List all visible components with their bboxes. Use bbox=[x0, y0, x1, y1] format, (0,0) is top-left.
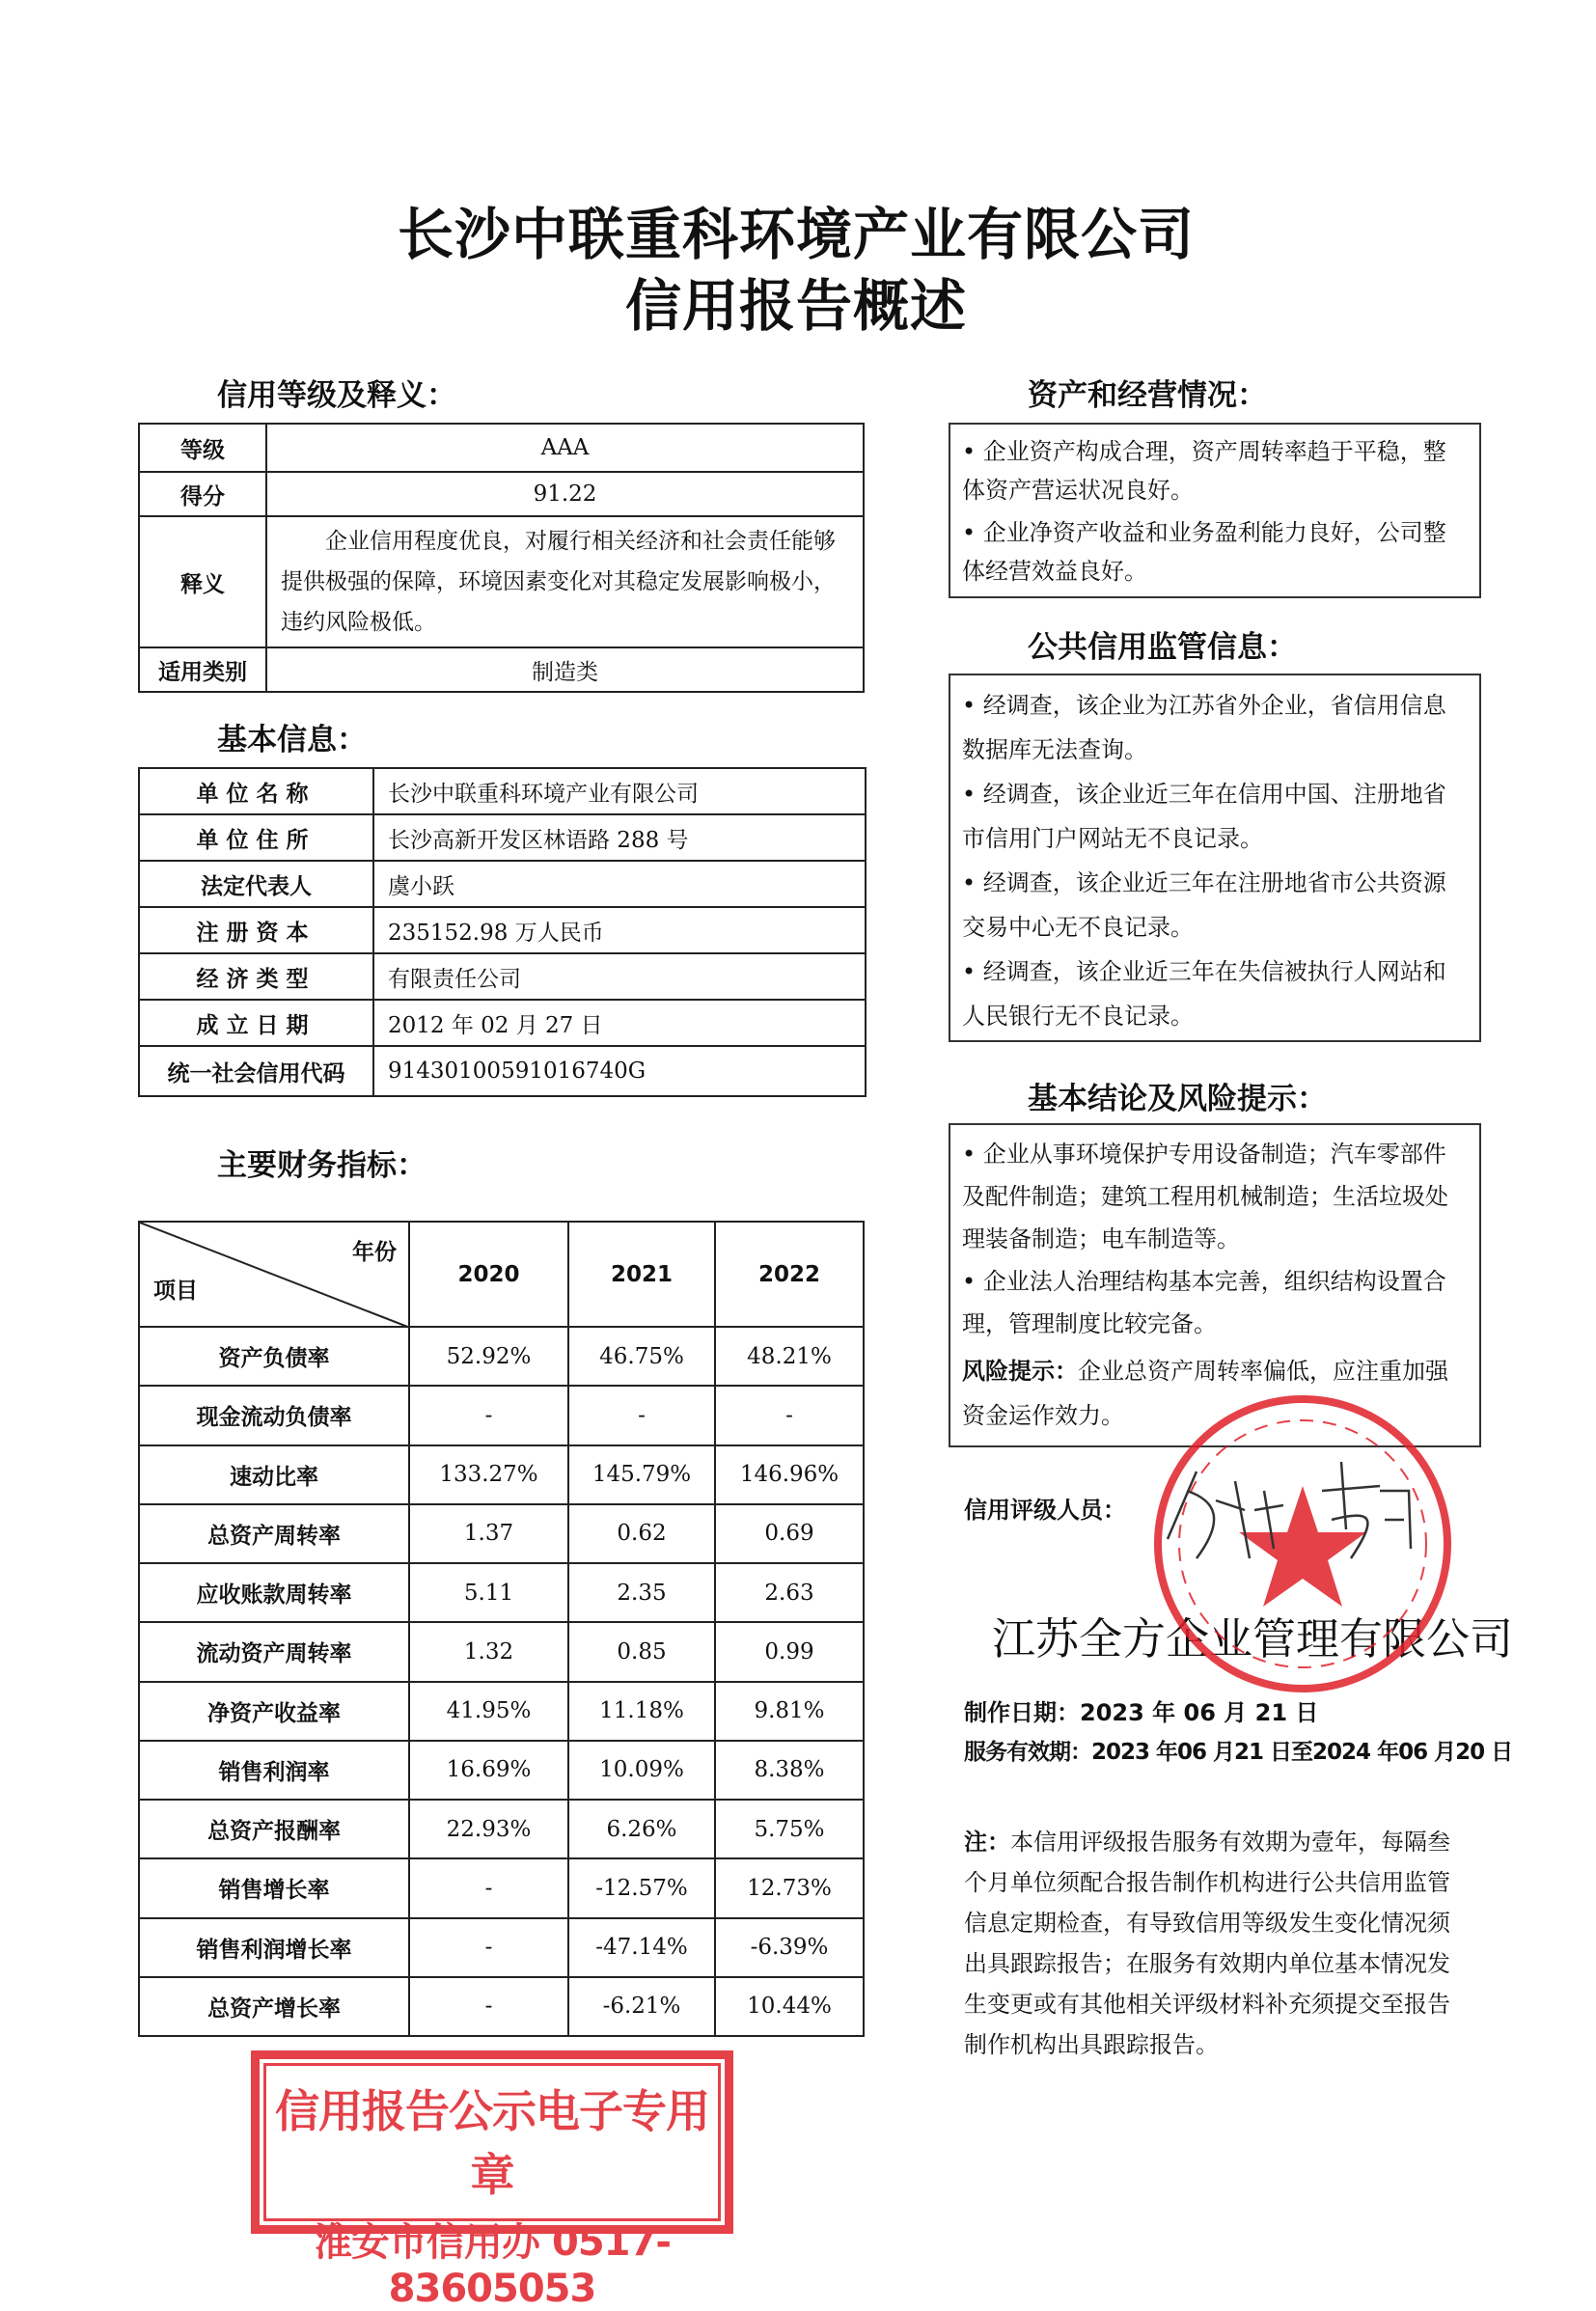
public-item: • 经调查，该企业近三年在失信被执行人网站和人民银行无不良记录。 bbox=[962, 958, 1446, 1030]
report-title-line2: 信用报告概述 bbox=[624, 273, 967, 339]
basic-value: 235152.98 万人民币 bbox=[373, 907, 866, 953]
finance-value: 52.92% bbox=[409, 1327, 568, 1386]
finance-item: 总资产周转率 bbox=[139, 1504, 409, 1563]
year-header: 2021 bbox=[568, 1222, 715, 1327]
finance-row bbox=[139, 1918, 864, 1977]
finance-item: 资产负债率 bbox=[139, 1327, 409, 1386]
finance-item: 应收账款周转率 bbox=[139, 1563, 409, 1622]
basic-info-table bbox=[138, 767, 867, 1097]
score-value: 91.22 bbox=[266, 472, 864, 516]
seal-line1: 信用报告公示电子专用章 bbox=[275, 2085, 709, 2201]
finance-value: 1.32 bbox=[409, 1622, 568, 1681]
finance-item: 销售增长率 bbox=[139, 1858, 409, 1917]
rating-value: AAA bbox=[266, 424, 864, 472]
note-label: 注： bbox=[964, 1829, 1010, 1856]
basic-label: 统一社会信用代码 bbox=[139, 1046, 373, 1096]
made-date: 制作日期：2023 年 06 月 21 日 bbox=[964, 1699, 1319, 1726]
basic-value: 2012 年 02 月 27 日 bbox=[373, 1000, 866, 1046]
valid-period: 服务有效期：2023 年06 月21 日至2024 年06 月20 日 bbox=[964, 1740, 1513, 1765]
finance-value: 12.73% bbox=[715, 1858, 864, 1917]
basic-value: 91430100591016740G bbox=[373, 1046, 866, 1096]
rating-heading: 信用等级及释义： bbox=[217, 378, 456, 413]
finance-value: 11.18% bbox=[568, 1682, 715, 1741]
report-title-line1: 长沙中联重科环境产业有限公司 bbox=[397, 202, 1195, 267]
finance-item: 净资产收益率 bbox=[139, 1682, 409, 1741]
finance-value: 2.63 bbox=[715, 1563, 864, 1622]
risk-text: 企业总资产周转率偏低，应注重加强资金运作效力。 bbox=[962, 1358, 1448, 1429]
finance-value: 146.96% bbox=[715, 1445, 864, 1504]
public-item: • 经调查，该企业近三年在注册地省市公共资源交易中心无不良记录。 bbox=[962, 869, 1446, 941]
year-header: 2022 bbox=[715, 1222, 864, 1327]
finance-value: - bbox=[409, 1858, 568, 1917]
basic-label: 单位住所 bbox=[139, 814, 373, 861]
finance-value: 41.95% bbox=[409, 1682, 568, 1741]
basic-value: 有限责任公司 bbox=[373, 953, 866, 1000]
finance-item: 销售利润增长率 bbox=[139, 1918, 409, 1977]
finance-row bbox=[139, 1622, 864, 1681]
finance-value: - bbox=[409, 1386, 568, 1444]
basic-value: 长沙中联重科环境产业有限公司 bbox=[373, 768, 866, 814]
category-label: 适用类别 bbox=[139, 647, 266, 692]
year-corner-label: 年份 bbox=[352, 1240, 397, 1265]
finance-value: 8.38% bbox=[715, 1741, 864, 1800]
finance-item: 销售利润率 bbox=[139, 1741, 409, 1800]
finance-value: 133.27% bbox=[409, 1445, 568, 1504]
finance-item: 现金流动负债率 bbox=[139, 1386, 409, 1444]
assets-box bbox=[949, 423, 1481, 598]
rating-table bbox=[138, 423, 865, 693]
basic-heading: 基本信息： bbox=[217, 723, 367, 757]
finance-value: 0.99 bbox=[715, 1622, 864, 1681]
basic-value: 长沙高新开发区林语路 288 号 bbox=[373, 814, 866, 861]
finance-item: 速动比率 bbox=[139, 1445, 409, 1504]
finance-value: -6.21% bbox=[568, 1977, 715, 2036]
finance-value: -47.14% bbox=[568, 1918, 715, 1977]
finance-row bbox=[139, 1977, 864, 2036]
assets-heading: 资产和经营情况： bbox=[1028, 378, 1267, 413]
issuer-company: 江苏全方企业管理有限公司 bbox=[992, 1613, 1514, 1664]
note-text: 本信用评级报告服务有效期为壹年，每隔叁个月单位须配合报告制作机构进行公共信用监管信息定期检查，有导致信用等级发生变化情况须出具跟踪报告；在服务有效期内单位基本情况发生变更或有其他相关评级材料补充须提交至报告制作机构出具跟踪报告。 bbox=[964, 1829, 1450, 2058]
finance-value: 0.85 bbox=[568, 1622, 715, 1681]
finance-value: 145.79% bbox=[568, 1445, 715, 1504]
finance-row bbox=[139, 1386, 864, 1444]
public-credit-box bbox=[949, 674, 1481, 1042]
finance-value: 2.35 bbox=[568, 1563, 715, 1622]
finance-item: 总资产报酬率 bbox=[139, 1800, 409, 1858]
finance-row bbox=[139, 1327, 864, 1386]
seal-line2: 淮安市信用办 0517-83605053 bbox=[314, 2220, 671, 2311]
meaning-label: 释义 bbox=[139, 516, 266, 647]
finance-heading: 主要财务指标： bbox=[217, 1148, 427, 1183]
basic-label: 注册资本 bbox=[139, 907, 373, 953]
finance-row bbox=[139, 1445, 864, 1504]
note bbox=[964, 1822, 1466, 2065]
corner-header bbox=[139, 1222, 409, 1327]
finance-value: 10.44% bbox=[715, 1977, 864, 2036]
meaning-value: 企业信用程度优良，对履行相关经济和社会责任能够提供极强的保障，环境因素变化对其稳定发展影响极小，违约风险极低。 bbox=[266, 516, 864, 647]
finance-value: 5.75% bbox=[715, 1800, 864, 1858]
finance-value: 1.37 bbox=[409, 1504, 568, 1563]
finance-table bbox=[138, 1221, 865, 2037]
finance-row bbox=[139, 1858, 864, 1917]
year-header: 2020 bbox=[409, 1222, 568, 1327]
finance-value: - bbox=[715, 1386, 864, 1444]
finance-value: 46.75% bbox=[568, 1327, 715, 1386]
finance-value: 48.21% bbox=[715, 1327, 864, 1386]
conclusion-item: • 企业法人治理结构基本完善，组织结构设置合理，管理制度比较完备。 bbox=[962, 1268, 1446, 1337]
category-value: 制造类 bbox=[266, 647, 864, 692]
conclusion-item: • 企业从事环境保护专用设备制造；汽车零部件及配件制造；建筑工程用机械制造；生活垃圾处理装备制造；电车制造等。 bbox=[962, 1141, 1448, 1252]
finance-value: 10.09% bbox=[568, 1741, 715, 1800]
finance-row bbox=[139, 1563, 864, 1622]
item-corner-label: 项目 bbox=[153, 1279, 198, 1304]
finance-value: - bbox=[568, 1386, 715, 1444]
signature bbox=[1158, 1452, 1438, 1578]
electronic-seal-stamp bbox=[251, 2050, 733, 2311]
basic-label: 法定代表人 bbox=[139, 861, 373, 907]
finance-value: 5.11 bbox=[409, 1563, 568, 1622]
public-item: • 经调查，该企业为江苏省外企业，省信用信息数据库无法查询。 bbox=[962, 692, 1446, 763]
finance-value: - bbox=[409, 1977, 568, 2036]
basic-label: 成立日期 bbox=[139, 1000, 373, 1046]
finance-item: 流动资产周转率 bbox=[139, 1622, 409, 1681]
finance-row bbox=[139, 1800, 864, 1858]
basic-label: 经济类型 bbox=[139, 953, 373, 1000]
rater-label: 信用评级人员： bbox=[964, 1497, 1126, 1524]
finance-item: 总资产增长率 bbox=[139, 1977, 409, 2036]
public-item: • 经调查，该企业近三年在信用中国、注册地省市信用门户网站无不良记录。 bbox=[962, 781, 1446, 852]
finance-value: 0.62 bbox=[568, 1504, 715, 1563]
finance-value: - bbox=[409, 1918, 568, 1977]
risk-label: 风险提示： bbox=[962, 1358, 1078, 1385]
finance-row bbox=[139, 1504, 864, 1563]
finance-value: 9.81% bbox=[715, 1682, 864, 1741]
conclusion-heading: 基本结论及风险提示： bbox=[1028, 1082, 1327, 1116]
finance-value: 6.26% bbox=[568, 1800, 715, 1858]
assets-item: • 企业资产构成合理，资产周转率趋于平稳，整体资产营运状况良好。 bbox=[962, 438, 1446, 504]
finance-value: -6.39% bbox=[715, 1918, 864, 1977]
basic-label: 单位名称 bbox=[139, 768, 373, 814]
finance-row bbox=[139, 1741, 864, 1800]
finance-row bbox=[139, 1682, 864, 1741]
basic-value: 虞小跃 bbox=[373, 861, 866, 907]
public-credit-heading: 公共信用监管信息： bbox=[1028, 630, 1297, 665]
score-label: 得分 bbox=[139, 472, 266, 516]
finance-value: 0.69 bbox=[715, 1504, 864, 1563]
finance-value: 16.69% bbox=[409, 1741, 568, 1800]
assets-item: • 企业净资产收益和业务盈利能力良好，公司整体经营效益良好。 bbox=[962, 519, 1446, 585]
finance-value: -12.57% bbox=[568, 1858, 715, 1917]
rating-label: 等级 bbox=[139, 424, 266, 472]
finance-value: 22.93% bbox=[409, 1800, 568, 1858]
